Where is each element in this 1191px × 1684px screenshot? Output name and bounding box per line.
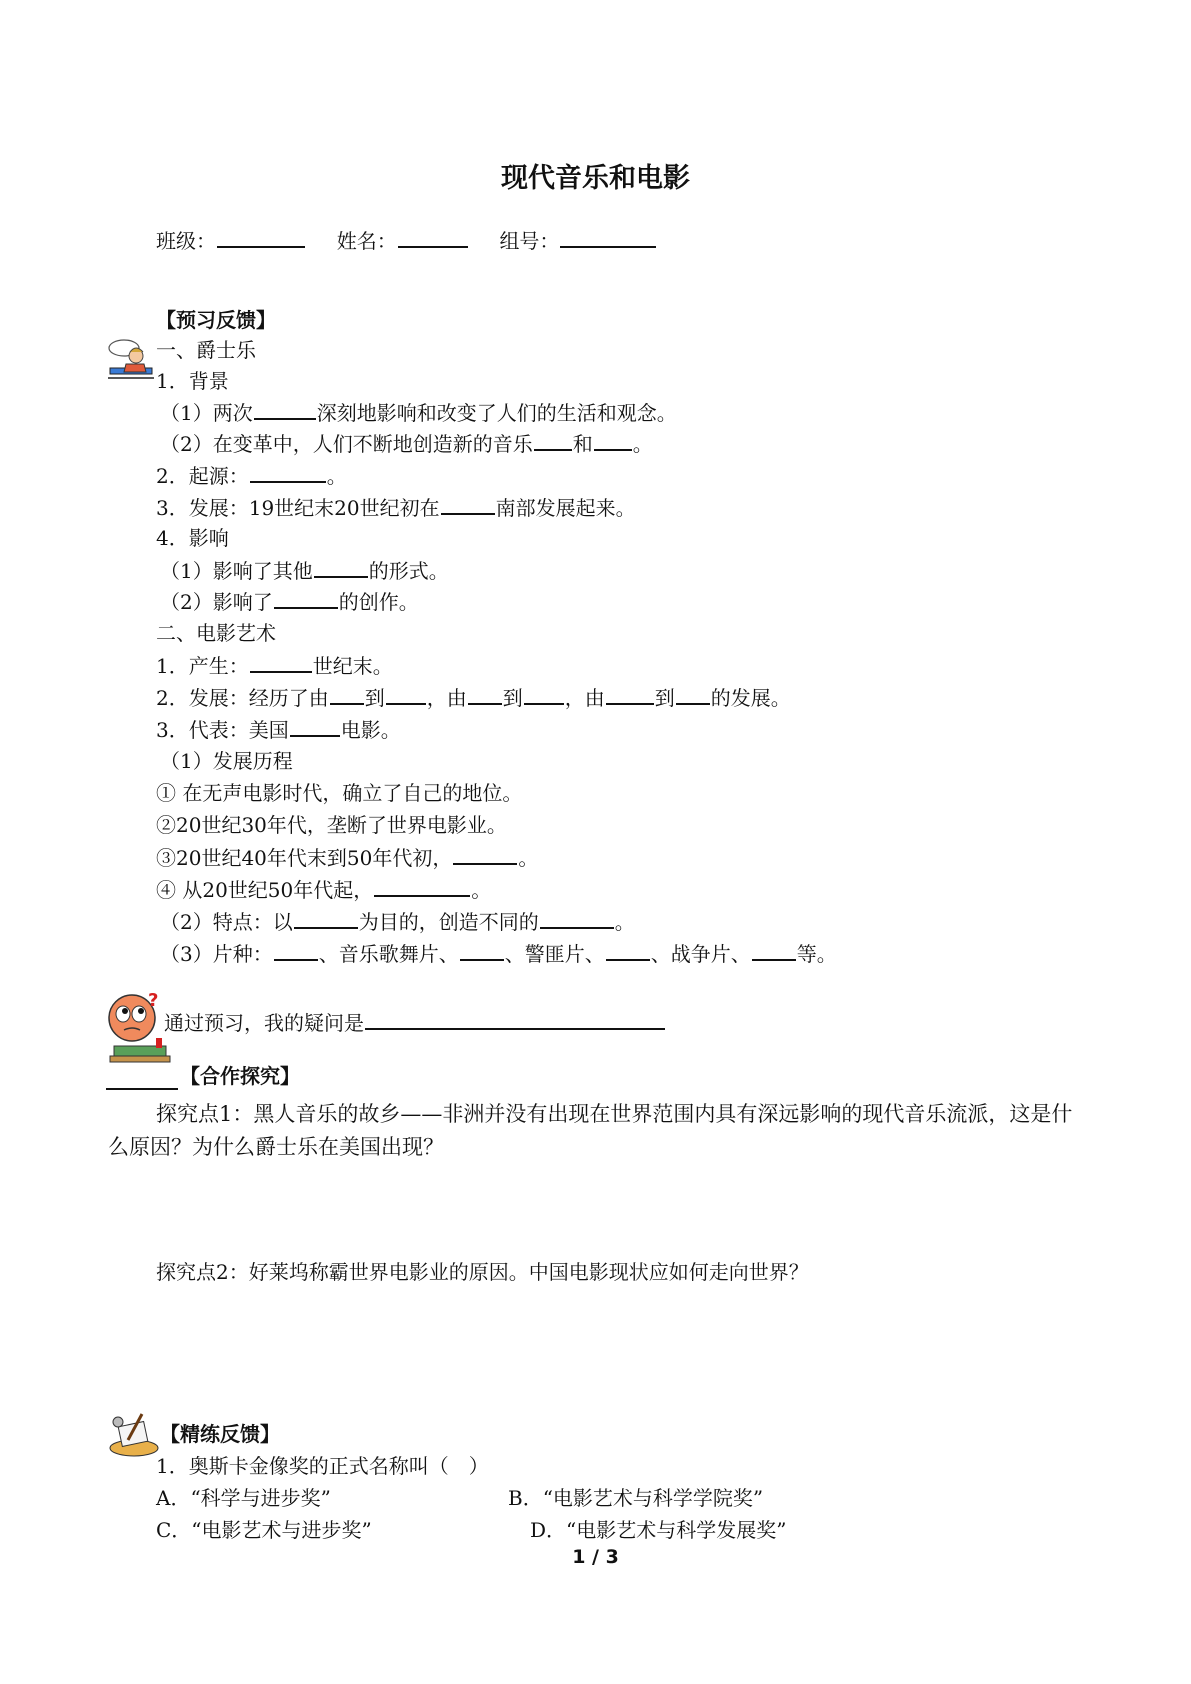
jazz-inf-1: （1）影响了其他 的形式。 — [160, 556, 449, 585]
blank[interactable] — [534, 429, 572, 451]
film-h4: ④ 从20世纪50年代起， 。 — [156, 875, 491, 904]
jazz-title: 一、爵士乐 — [156, 338, 256, 362]
blank[interactable] — [250, 651, 312, 673]
question-blank[interactable] — [365, 1008, 665, 1030]
preview-heading: 【预习反馈】 — [156, 308, 276, 332]
coop-point-2: 探究点2：好莱坞称霸世界电影业的原因。中国电影现状应如何走向世界？ — [156, 1260, 809, 1284]
choice-a[interactable]: A．“科学与进步奖” — [156, 1486, 331, 1510]
blank[interactable] — [606, 939, 650, 961]
blank[interactable] — [374, 875, 470, 897]
blank[interactable] — [330, 683, 364, 705]
film-features: （2）特点：以 为目的，创造不同的 。 — [160, 907, 635, 936]
film-born: 1．产生： 世纪末。 — [156, 651, 393, 680]
choice-c[interactable]: C．“电影艺术与进步奖” — [156, 1518, 372, 1542]
blank[interactable] — [294, 907, 358, 929]
film-h3: ③20世纪40年代末到50年代初， 。 — [156, 843, 538, 872]
class-label: 班级： — [156, 229, 216, 253]
blank[interactable] — [441, 493, 495, 515]
group-label: 组号： — [499, 229, 560, 253]
blank[interactable] — [594, 429, 632, 451]
jazz-inf-2: （2）影响了 的创作。 — [160, 587, 419, 616]
thinking-student-icon — [106, 334, 156, 386]
film-h1: ① 在无声电影时代，确立了自己的地位。 — [156, 781, 523, 805]
choice-d[interactable]: D．“电影艺术与科学发展奖” — [530, 1518, 787, 1542]
jazz-dev: 3．发展：19世纪末20世纪初在 南部发展起来。 — [156, 493, 636, 522]
film-genres: （3）片种： 、音乐歌舞片、 、警匪片、 、战争片、 等。 — [160, 939, 837, 968]
jazz-bg: 1．背景 — [156, 369, 229, 393]
blank[interactable] — [290, 715, 340, 737]
choice-b[interactable]: B．“电影艺术与科学学院奖” — [508, 1486, 764, 1510]
blank[interactable] — [540, 907, 614, 929]
practice-q1: 1．奥斯卡金像奖的正式名称叫（ ） — [156, 1454, 489, 1478]
blank[interactable] — [468, 683, 502, 705]
writing-tools-icon — [106, 1410, 162, 1460]
film-history: （1）发展历程 — [160, 749, 293, 773]
jazz-bg-1: （1）两次 深刻地影响和改变了人们的生活和观念。 — [160, 398, 677, 427]
page-title: 现代音乐和电影 — [501, 163, 690, 194]
class-blank[interactable] — [217, 226, 305, 248]
coop-heading: 【合作探究】 — [180, 1064, 300, 1088]
blank[interactable] — [752, 939, 796, 961]
jazz-origin: 2．起源： 。 — [156, 461, 347, 490]
blank[interactable] — [606, 683, 654, 705]
question-line: 通过预习，我的疑问是 — [164, 1008, 666, 1037]
blank[interactable] — [386, 683, 426, 705]
practice-heading: 【精练反馈】 — [160, 1422, 280, 1446]
blank[interactable] — [274, 587, 338, 609]
page-number: 1 / 3 — [572, 1546, 619, 1568]
blank[interactable] — [524, 683, 564, 705]
jazz-bg-2: （2）在变革中，人们不断地创造新的音乐 和 。 — [160, 429, 653, 458]
film-dev: 2．发展：经历了由 到 ，由 到 ，由 到 的发展。 — [156, 683, 791, 712]
blank[interactable] — [250, 461, 326, 483]
svg-text:?: ? — [148, 990, 159, 1011]
blank[interactable] — [460, 939, 504, 961]
blank[interactable] — [314, 556, 368, 578]
blank[interactable] — [676, 683, 710, 705]
group-blank[interactable] — [560, 226, 656, 248]
heading-rule — [106, 1088, 178, 1090]
film-rep: 3．代表：美国 电影。 — [156, 715, 401, 744]
blank[interactable] — [274, 939, 318, 961]
student-info-line — [156, 226, 657, 255]
name-blank[interactable] — [398, 226, 468, 248]
blank[interactable] — [453, 843, 517, 865]
coop-point-1: 探究点1：黑人音乐的故乡——非洲并没有出现在世界范围内具有深远影响的现代音乐流派，这是什么原因？为什么爵士乐在美国出现？ — [108, 1102, 1073, 1159]
name-label: 姓名： — [336, 229, 397, 253]
film-title: 二、电影艺术 — [156, 621, 276, 645]
blank[interactable] — [254, 398, 316, 420]
jazz-influence: 4．影响 — [156, 526, 229, 550]
film-h2: ②20世纪30年代，垄断了世界电影业。 — [156, 813, 507, 837]
